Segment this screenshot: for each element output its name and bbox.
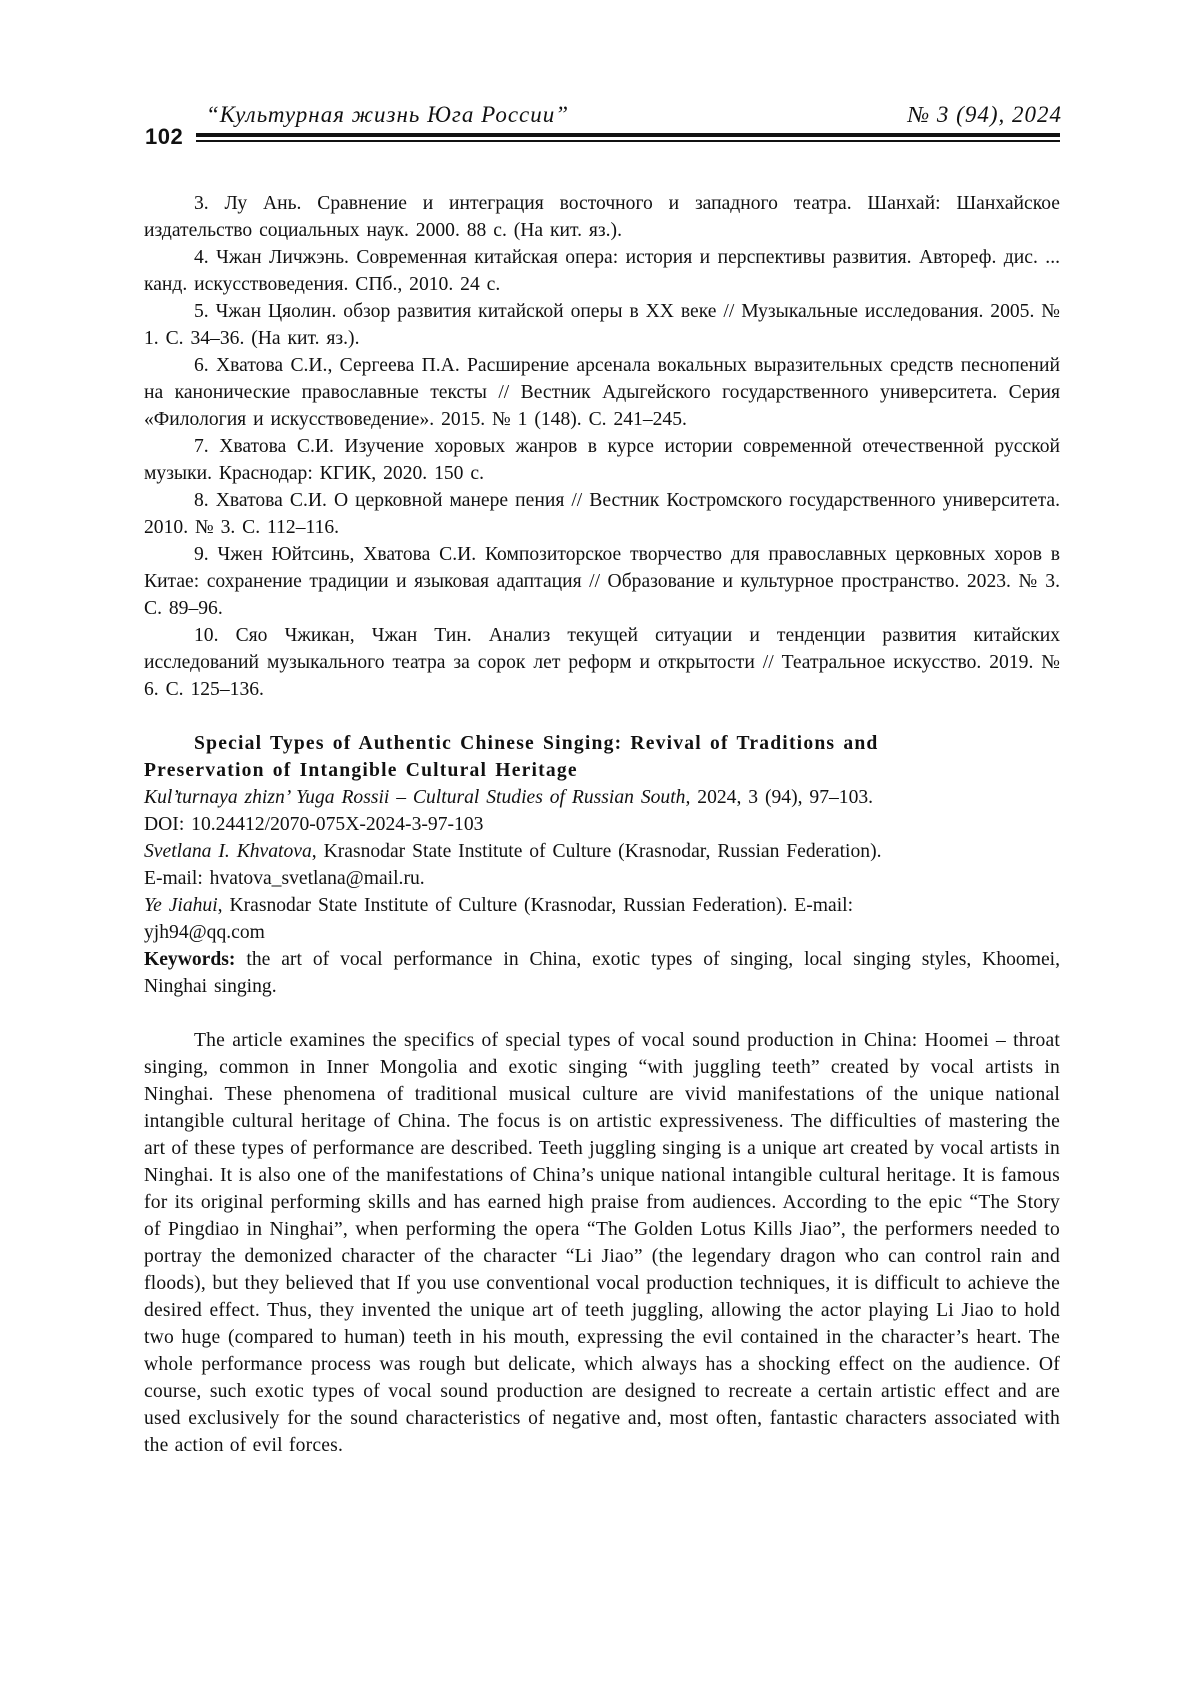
keywords xyxy=(144,946,1060,1000)
reference-item: 7. Хватова С.И. Изучение хоровых жанров в курсе истории современной отечественной русской музыки. Краснодар: КГИК, 2020. 150 с. xyxy=(144,433,1060,487)
page-content xyxy=(144,190,1060,1459)
abstract: The article examines the specifics of special types of vocal sound production in China: Hoomei – throat singing, common in Inner Mongolia and exotic singing “with juggling teeth” created by vocal artists in Ninghai. These phenomena of traditional musical culture are vivid manifestations of the unique national intangible cultural heritage of China. The focus is on artistic expressiveness. The difficulties of mastering the art of these types of performance are described. Teeth juggling singing is a unique art created by vocal artists in Ninghai. It is also one of the manifestations of China’s unique national intangible cultural heritage. It is famous for its original performing skills and has earned high praise from audiences. According to the epic “The Story of Pingdiao in Ninghai”, when performing the opera “The Golden Lotus Kills Jiao”, the performers needed to portray the demonized character of the character “Li Jiao” (the legendary dragon who can control rain and floods), but they believed that If you use conventional vocal production techniques, it is difficult to achieve the desired effect. Thus, they invented the unique art of teeth juggling, allowing the actor playing Li Jiao to hold two huge (compared to human) teeth in his mouth, expressing the evil contained in the character’s heart. The whole performance process was rough but delicate, which always has a shocking effect on the audience. Of course, such exotic types of vocal sound production are designed to recreate a certain artistic effect and are used exclusively for the sound characteristics of negative and, most often, fantastic characters associated with the action of evil forces. xyxy=(144,1027,1060,1459)
author-1-email: E-mail: hvatova_svetlana@mail.ru. xyxy=(144,868,425,889)
article-title xyxy=(144,730,1060,784)
author-2-email: yjh94@qq.com xyxy=(144,922,265,943)
reference-list xyxy=(144,190,1060,703)
keywords-label: Keywords: xyxy=(144,949,235,970)
issue-number: № 3 (94), 2024 xyxy=(907,102,1062,128)
reference-item: 6. Хватова С.И., Сергеева П.А. Расширение арсенала вокальных выразительных средств песнопений на канонические православные тексты // Вестник Адыгейского государственного университета. Серия «Филология и искусствоведение». 2015. № 1 (148). С. 241–245. xyxy=(144,352,1060,433)
author-2 xyxy=(144,892,1060,946)
citation-details: 2024, 3 (94), 97–103. xyxy=(690,787,873,808)
author-1 xyxy=(144,838,1060,892)
article-title-line1: Special Types of Authentic Chinese Singing: Revival of Traditions and xyxy=(194,733,879,754)
reference-item: 5. Чжан Цяолин. обзор развития китайской оперы в XX веке // Музыкальные исследования. 2005. № 1. С. 34–36. (На кит. яз.). xyxy=(144,298,1060,352)
author-1-name: Svetlana I. Khvatova xyxy=(144,841,312,862)
page-number: 102 xyxy=(145,124,183,150)
keywords-text: the art of vocal performance in China, exotic types of singing, local singing styles, Khoomei, Ninghai singing. xyxy=(144,949,1060,997)
article-title-line2: Preservation of Intangible Cultural Heritage xyxy=(144,757,1060,784)
citation xyxy=(144,784,1060,811)
journal-title: “Культурная жизнь Юга России” xyxy=(206,102,569,128)
author-1-affiliation: , Krasnodar State Institute of Culture (Krasnodar, Russian Federation). xyxy=(312,841,882,862)
reference-item: 4. Чжан Личжэнь. Современная китайская опера: история и перспективы развития. Автореф. дис. ... канд. искусствоведения. СПб., 2010. 24 с. xyxy=(144,244,1060,298)
reference-item: 9. Чжен Юйтсинь, Хватова С.И. Композиторское творчество для православных церковных хоров в Китае: сохранение традиции и языковая адаптация // Образование и культурное пространство. 2023. № 3. С. 89–96. xyxy=(144,541,1060,622)
reference-item: 10. Сяо Чжикан, Чжан Тин. Анализ текущей ситуации и тенденции развития китайских исследований музыкального театра за сорок лет реформ и открытости // Театральное искусство. 2019. № 6. С. 125–136. xyxy=(144,622,1060,703)
reference-item: 8. Хватова С.И. О церковной манере пения // Вестник Костромского государственного университета. 2010. № 3. С. 112–116. xyxy=(144,487,1060,541)
header-rule-thick xyxy=(196,133,1060,137)
author-2-name: Ye Jiahui xyxy=(144,895,218,916)
author-2-affiliation: , Krasnodar State Institute of Culture (Krasnodar, Russian Federation). E-mail: xyxy=(218,895,853,916)
doi: DOI: 10.24412/2070-075X-2024-3-97-103 xyxy=(144,811,1060,838)
reference-item: 3. Лу Ань. Сравнение и интеграция восточного и западного театра. Шанхай: Шанхайское издательство социальных наук. 2000. 88 с. (На кит. яз.). xyxy=(144,190,1060,244)
header-rule-thin xyxy=(196,140,1060,142)
citation-journal: Kul’turnaya zhizn’ Yuga Rossii – Cultural Studies of Russian South, xyxy=(144,787,690,808)
journal-page xyxy=(0,0,1200,1698)
